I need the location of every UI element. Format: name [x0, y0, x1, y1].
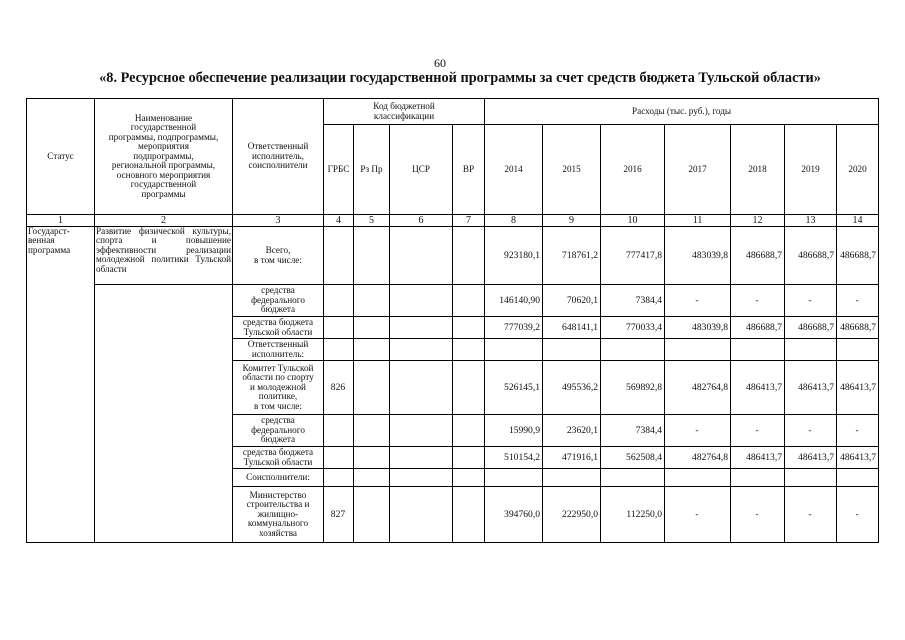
rzpr-cell [354, 317, 390, 339]
header-year: 2017 [665, 125, 731, 215]
executor-cell: Всего, в том числе: [233, 227, 324, 285]
value-cell: - [731, 285, 785, 317]
grbs-cell [324, 285, 354, 317]
vr-cell [453, 317, 485, 339]
grbs-cell: 827 [324, 487, 354, 543]
value-cell [785, 469, 837, 487]
section-heading: «8. Ресурсное обеспечение реализации государственной программы за счет средств бюджета Тульской области» [99, 70, 821, 86]
value-cell: 486413,7 [837, 361, 879, 415]
column-number: 11 [665, 215, 731, 227]
value-cell: 486688,7 [731, 317, 785, 339]
value-cell: 486413,7 [785, 361, 837, 415]
value-cell [543, 469, 601, 487]
grbs-cell [324, 415, 354, 447]
vr-cell [453, 487, 485, 543]
value-cell: - [785, 487, 837, 543]
executor-cell: Ответственный исполнитель: [233, 339, 324, 361]
value-cell: 486413,7 [731, 447, 785, 469]
vr-cell [453, 339, 485, 361]
value-cell [731, 469, 785, 487]
header-expenses: Расходы (тыс. руб.), годы [485, 99, 879, 125]
value-cell: 483039,8 [665, 317, 731, 339]
csr-cell [390, 317, 453, 339]
value-cell: - [837, 285, 879, 317]
value-cell: 482764,8 [665, 361, 731, 415]
column-number: 13 [785, 215, 837, 227]
value-cell [785, 339, 837, 361]
csr-cell [390, 227, 453, 285]
rzpr-cell [354, 339, 390, 361]
column-number: 9 [543, 215, 601, 227]
value-cell [601, 469, 665, 487]
value-cell: 394760,0 [485, 487, 543, 543]
value-cell: - [665, 285, 731, 317]
column-number: 12 [731, 215, 785, 227]
header-row-1 [27, 99, 879, 125]
header-rzpr: Рз Пр [354, 125, 390, 215]
vr-cell [453, 285, 485, 317]
value-cell: 495536,2 [543, 361, 601, 415]
value-cell: - [785, 415, 837, 447]
value-cell: - [785, 285, 837, 317]
value-cell: 562508,4 [601, 447, 665, 469]
rzpr-cell [354, 447, 390, 469]
header-grbs: ГРБС [324, 125, 354, 215]
value-cell [731, 339, 785, 361]
rzpr-cell [354, 285, 390, 317]
value-cell: 146140,90 [485, 285, 543, 317]
value-cell: 70620,1 [543, 285, 601, 317]
rzpr-cell [354, 487, 390, 543]
value-cell: 923180,1 [485, 227, 543, 285]
value-cell: 15990,9 [485, 415, 543, 447]
rzpr-cell [354, 415, 390, 447]
grbs-cell [324, 447, 354, 469]
header-status: Статус [27, 99, 95, 215]
page-number: 60 [434, 56, 446, 70]
program-name: Развитие физической культуры, спорта и повышение эффективности реализации молодежной политики Тульской области [95, 227, 233, 285]
csr-cell [390, 469, 453, 487]
column-number: 8 [485, 215, 543, 227]
value-cell: 471916,1 [543, 447, 601, 469]
csr-cell [390, 415, 453, 447]
value-cell: 486413,7 [731, 361, 785, 415]
value-cell: - [731, 415, 785, 447]
value-cell: 7384,4 [601, 285, 665, 317]
column-number: 2 [95, 215, 233, 227]
vr-cell [453, 469, 485, 487]
value-cell: 486688,7 [731, 227, 785, 285]
csr-cell [390, 447, 453, 469]
csr-cell [390, 285, 453, 317]
executor-cell: средства федерального бюджета [233, 415, 324, 447]
value-cell: 222950,0 [543, 487, 601, 543]
resource-table [26, 98, 879, 543]
column-number-row [27, 215, 879, 227]
column-number: 10 [601, 215, 665, 227]
grbs-cell [324, 227, 354, 285]
value-cell: 486688,7 [785, 227, 837, 285]
value-cell: 482764,8 [665, 447, 731, 469]
value-cell: - [731, 487, 785, 543]
value-cell [485, 469, 543, 487]
header-year: 2018 [731, 125, 785, 215]
grbs-cell [324, 469, 354, 487]
value-cell [601, 339, 665, 361]
header-budget-code: Код бюджетной классификации [324, 99, 485, 125]
value-cell: - [665, 487, 731, 543]
column-number: 14 [837, 215, 879, 227]
value-cell: 648141,1 [543, 317, 601, 339]
csr-cell [390, 339, 453, 361]
value-cell: 718761,2 [543, 227, 601, 285]
header-year: 2015 [543, 125, 601, 215]
value-cell: 112250,0 [601, 487, 665, 543]
value-cell: 486688,7 [837, 227, 879, 285]
value-cell [837, 339, 879, 361]
executor-cell: средства бюджета Тульской области [233, 317, 324, 339]
executor-cell: Комитет Тульской области по спорту и молодежной политике, в том числе: [233, 361, 324, 415]
value-cell: 483039,8 [665, 227, 731, 285]
header-name: Наименование государственной программы, подпрограммы, мероприятия подпрограммы, региональной программы, основного мероприятия государственной программы [95, 99, 233, 215]
header-year: 2019 [785, 125, 837, 215]
value-cell: 770033,4 [601, 317, 665, 339]
table-row [27, 285, 879, 317]
value-cell: 526145,1 [485, 361, 543, 415]
value-cell: 7384,4 [601, 415, 665, 447]
value-cell: 486688,7 [837, 317, 879, 339]
header-year: 2014 [485, 125, 543, 215]
vr-cell [453, 227, 485, 285]
csr-cell [390, 361, 453, 415]
value-cell [837, 469, 879, 487]
value-cell: 777039,2 [485, 317, 543, 339]
value-cell: 486413,7 [837, 447, 879, 469]
column-number: 4 [324, 215, 354, 227]
header-year: 2016 [601, 125, 665, 215]
value-cell [485, 339, 543, 361]
table-row [27, 227, 879, 285]
column-number: 5 [354, 215, 390, 227]
executor-cell: средства бюджета Тульской области [233, 447, 324, 469]
header-vr: ВР [453, 125, 485, 215]
column-number: 3 [233, 215, 324, 227]
value-cell [665, 469, 731, 487]
vr-cell [453, 447, 485, 469]
value-cell: 569892,8 [601, 361, 665, 415]
grbs-cell [324, 317, 354, 339]
value-cell: 510154,2 [485, 447, 543, 469]
rzpr-cell [354, 469, 390, 487]
program-name-continuation [95, 285, 233, 543]
column-number: 7 [453, 215, 485, 227]
header-year: 2020 [837, 125, 879, 215]
grbs-cell [324, 339, 354, 361]
header-executor: Ответственный исполнитель, соисполнители [233, 99, 324, 215]
program-status: Государст- венная программа [27, 227, 95, 543]
value-cell: - [665, 415, 731, 447]
value-cell: 486413,7 [785, 447, 837, 469]
column-number: 1 [27, 215, 95, 227]
value-cell: 777417,8 [601, 227, 665, 285]
value-cell: 23620,1 [543, 415, 601, 447]
header-csr: ЦСР [390, 125, 453, 215]
csr-cell [390, 487, 453, 543]
column-number: 6 [390, 215, 453, 227]
executor-cell: Министерство строительства и жилищно- коммунального хозяйства [233, 487, 324, 543]
rzpr-cell [354, 361, 390, 415]
vr-cell [453, 415, 485, 447]
value-cell [543, 339, 601, 361]
value-cell: - [837, 487, 879, 543]
value-cell: 486688,7 [785, 317, 837, 339]
executor-cell: Соисполнители: [233, 469, 324, 487]
value-cell: - [837, 415, 879, 447]
rzpr-cell [354, 227, 390, 285]
executor-cell: средства федерального бюджета [233, 285, 324, 317]
vr-cell [453, 361, 485, 415]
grbs-cell: 826 [324, 361, 354, 415]
value-cell [665, 339, 731, 361]
